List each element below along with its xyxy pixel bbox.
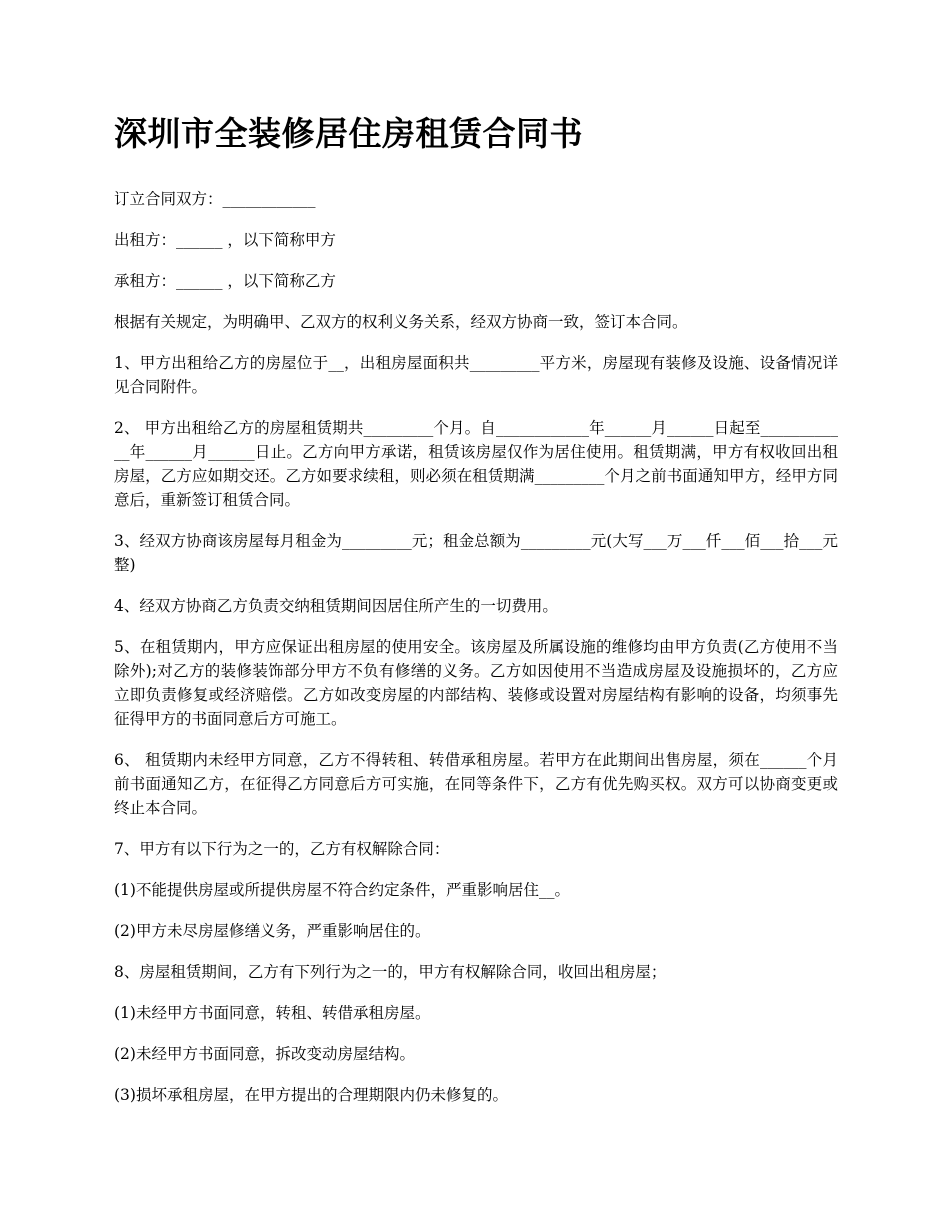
document-title: 深圳市全装修居住房租赁合同书: [114, 114, 583, 153]
clause-2: 2、 甲方出租给乙方的房屋租赁期共_________个月。自____________年______月______日起至____________年______月______日止。乙方向甲方承诺，租赁该房屋仅作为居住使用。租赁期满，甲方有权收回出租房屋，乙方应如期交还。乙方如要求续租，则必须在租赁期满_________个月之前书面通知甲方，经甲方同意后，重新签订租赁合同。: [114, 419, 838, 509]
clause-1: 1、甲方出租给乙方的房屋位于__，出租房屋面积共_________平方米，房屋现有装修及设施、设备情况详见合同附件。: [114, 354, 838, 396]
clause-5: 5、在租赁期内，甲方应保证出租房屋的使用安全。该房屋及所属设施的维修均由甲方负责(乙方使用不当除外);对乙方的装修装饰部分甲方不负有修缮的义务。乙方如因使用不当造成房屋及设施损坏的，乙方应立即负责修复或经济赔偿。乙方如改变房屋的内部结构、装修或设置对房屋结构有影响的设备，均须事先征得甲方的书面同意后方可施工。: [114, 638, 838, 728]
clause-3: 3、经双方协商该房屋每月租金为_________元；租金总额为_________元(大写___万___仟___佰___拾___元整): [114, 532, 838, 574]
contract-parties: 订立合同双方：____________: [114, 190, 316, 208]
clause-8: 8、房屋租赁期间，乙方有下列行为之一的，甲方有权解除合同，收回出租房屋；: [114, 963, 667, 981]
preamble: 根据有关规定，为明确甲、乙双方的权利义务关系，经双方协商一致，签订本合同。: [114, 313, 688, 331]
clause-7-item-2: (2)甲方未尽房屋修缮义务，严重影响居住的。: [114, 922, 431, 940]
clause-8-item-3: (3)损坏承租房屋，在甲方提出的合理期限内仍未修复的。: [114, 1086, 508, 1104]
lessor-line: 出租方：______ ，以下简称甲方: [114, 231, 336, 249]
clause-6: 6、 租赁期内未经甲方同意，乙方不得转租、转借承租房屋。若甲方在此期间出售房屋，须在______个月前书面通知乙方，在征得乙方同意后方可实施，在同等条件下，乙方有优先购买权。双方可以协商变更或终止本合同。: [114, 751, 838, 817]
clause-4: 4、经双方协商乙方负责交纳租赁期间因居住所产生的一切费用。: [114, 597, 558, 615]
clause-8-item-2: (2)未经甲方书面同意，拆改变动房屋结构。: [114, 1045, 415, 1063]
clause-7: 7、甲方有以下行为之一的，乙方有权解除合同：: [114, 840, 450, 858]
clause-8-item-1: (1)未经甲方书面同意，转租、转借承租房屋。: [114, 1004, 431, 1022]
lessee-line: 承租方：______ ，以下简称乙方: [114, 272, 336, 290]
clause-7-item-1: (1)不能提供房屋或所提供房屋不符合约定条件，严重影响居住__。: [114, 881, 570, 899]
